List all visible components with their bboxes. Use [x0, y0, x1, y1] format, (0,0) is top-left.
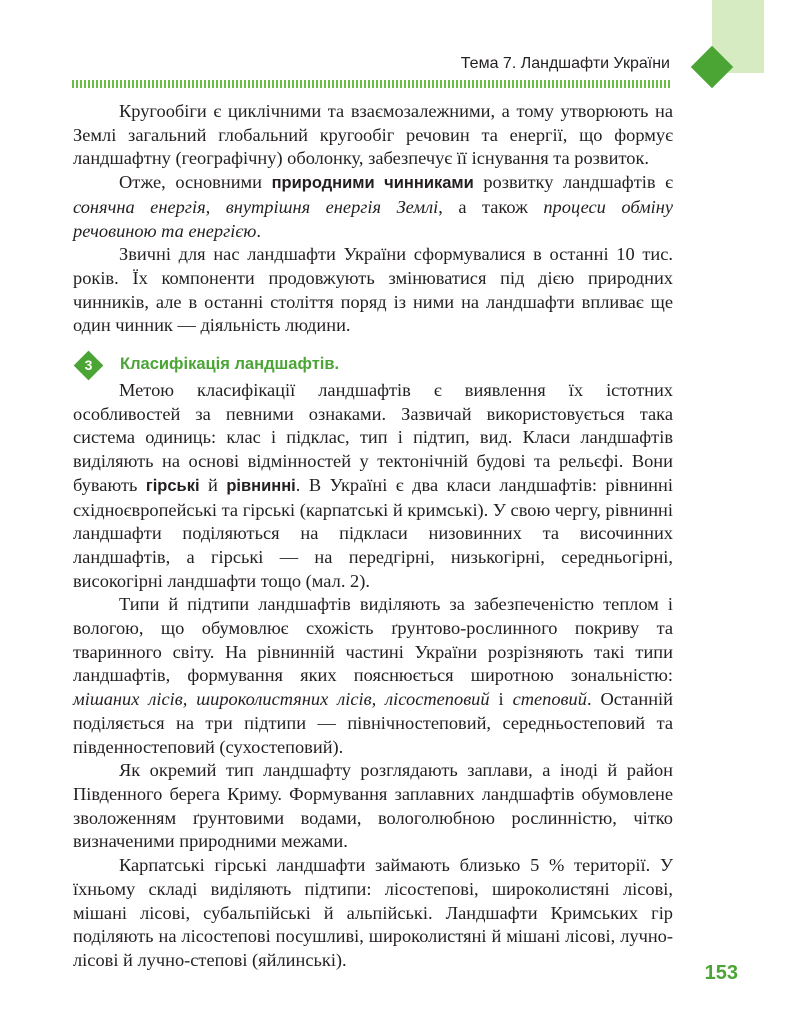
page-content	[73, 100, 673, 973]
text-run: .	[256, 220, 261, 241]
paragraph-classification	[73, 379, 673, 593]
text-run: , а також	[438, 196, 544, 217]
text-run: . В Україні є два класи ландшафтів: рівнинні східноєвропейські та гірські (карпатські й кримські). У свою чергу, рівнинні ландшафти поділяються на підкласи низовинних та височинних ландшафтів, а гірські — на передгірні, низькогірні, середньогірні, високогірні ландшафти тощо (мал. 2).	[73, 474, 673, 591]
bold-term: рівнинні	[226, 476, 296, 495]
page-number: 153	[704, 962, 738, 984]
bold-term: природними чинниками	[271, 174, 474, 193]
paragraph-types	[73, 593, 673, 759]
header-divider	[72, 80, 672, 88]
italic-term: степовий	[512, 689, 587, 710]
text-run: і	[489, 689, 513, 710]
paragraph-cycles: Кругообіги є циклічними та взаємозалежними, а тому утворюють на Землі загальний глобальний кругообіг речовин та енергії, що формує ландшафтну (географічну) оболонку, забезпечує її існування та розвиток.	[73, 101, 673, 169]
italic-term: сонячна енергія, внутрішня енергія Землі	[73, 196, 439, 217]
text-run: Метою класифікації ландшафтів є виявлення їх істотних особливостей за певними ознаками. Зазвичай використовується така система одиниць: клас і підклас, тип і підтип, вид. Класи ландшафтів виділяють на основі відмінностей у тектонічній будові та рельєфі. Вони бувають	[73, 380, 673, 495]
paragraph-natural-factors	[73, 171, 673, 243]
paragraph-mountain-landscapes: Карпатські гірські ландшафти займають близько 5 % території. У їхньому складі виділяють підтипи: лісостепові, широколистяні лісові, мішані лісові, субальпійські й альпійські. Ландшафти Кримських гір поділяють на лісостепові посушливі, широколистяні й мішані лісові, лучно-лісові й лучно-степові (яйлинські).	[73, 855, 673, 970]
section-title: Класифікація ландшафтів.	[120, 355, 340, 374]
text-run: Типи й підтипи ландшафтів виділяють за забезпеченістю теплом і вологою, що обумовлює схожість ґрунтово-рослинного покриву та тваринного світу. На рівнинній частині України розрізняють такі типи ландшафтів, формування яких пояснюється широтною зональністю:	[73, 594, 673, 686]
section-number: 3	[84, 357, 93, 374]
text-run: розвитку ландшафтів є	[473, 172, 673, 193]
text-run: . Останній поділяється на три підтипи — північностеповий, середньостеповий та південностеповий (сухостеповий).	[73, 689, 673, 757]
italic-term: процеси обміну речовиною та енергією	[73, 196, 673, 241]
text-run: й	[199, 474, 227, 495]
text-run: Отже, основними	[119, 172, 272, 193]
section-heading	[73, 352, 673, 379]
paragraph-landscape-age: Звичні для нас ландшафти України сформувалися в останні 10 тис. років. Їх компоненти продовжують змінюватися під дією природних чинників, але в останні століття поряд із ними на ландшафти впливає ще один чинник — діяльність людини.	[73, 244, 673, 336]
italic-term: мішаних лісів, широколистяних лісів, лісостеповий	[73, 689, 490, 710]
paragraph-floodplains: Як окремий тип ландшафту розглядають заплави, а іноді й район Південного берега Криму. Формування заплавних ландшафтів обумовлене зволоженням ґрунтовими водами, вологолюбною рослинністю, чітко визначеними природними межами.	[73, 760, 673, 852]
bold-term: гірські	[145, 476, 200, 495]
page-header-title: Тема 7. Ландшафти України	[460, 55, 670, 72]
